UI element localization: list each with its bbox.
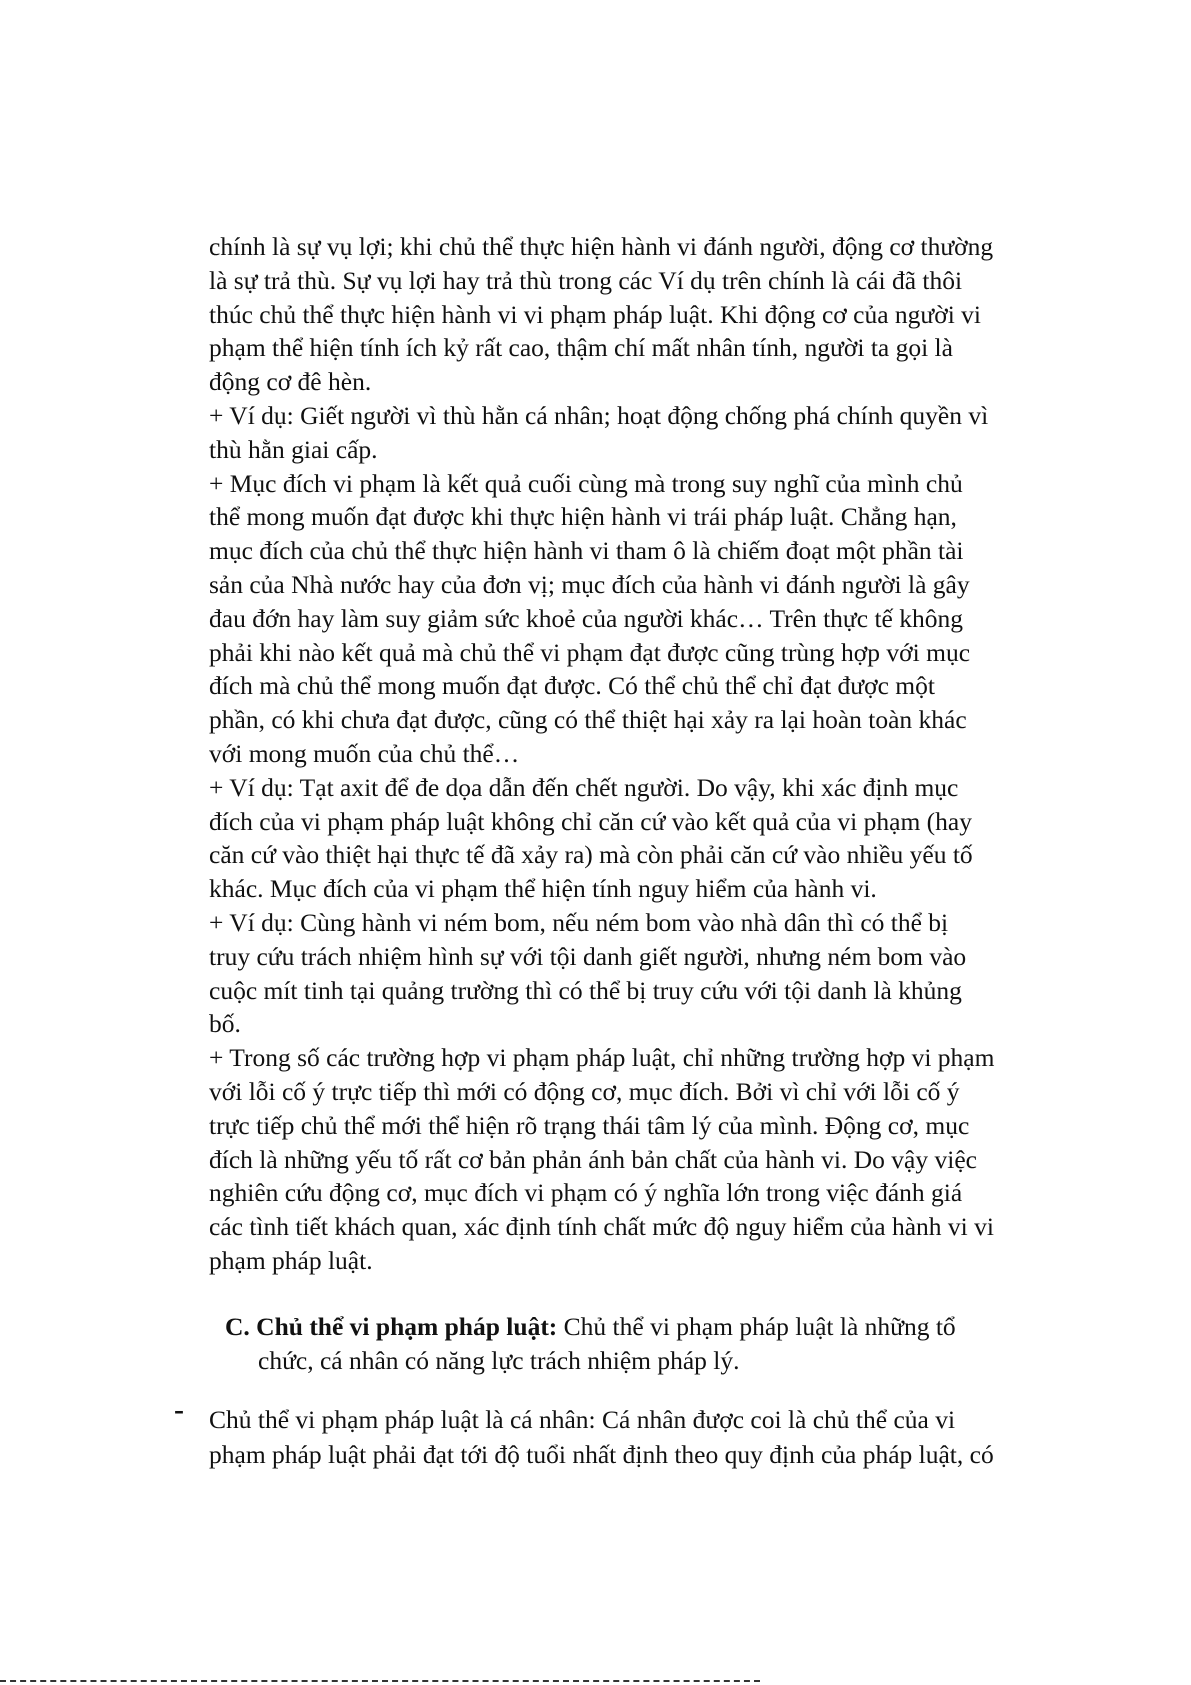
body-line: phần, có khi chưa đạt được, cũng có thể thiệt hại xảy ra lại hoàn toàn khác	[209, 705, 967, 735]
body-line: bố.	[209, 1009, 241, 1039]
body-line: khác. Mục đích của vi phạm thể hiện tính nguy hiểm của hành vi.	[209, 874, 877, 904]
dash-item	[209, 1402, 1079, 1472]
body-line: thúc chủ thể thực hiện hành vi vi phạm pháp luật. Khi động cơ của người vi	[209, 299, 981, 329]
body-line: truy cứu trách nhiệm hình sự với tội danh giết người, nhưng ném bom vào	[209, 941, 967, 971]
dash-bullet: -	[174, 1393, 184, 1426]
body-line: + Ví dụ: Tạt axit để đe dọa dẫn đến chết người. Do vậy, khi xác định mục	[209, 772, 959, 802]
body-text	[209, 230, 1059, 1278]
body-line: đích của vi phạm pháp luật không chỉ căn cứ vào kết quả của vi phạm (hay	[209, 806, 972, 836]
body-line: thể mong muốn đạt được khi thực hiện hành vi trái pháp luật. Chẳng hạn,	[209, 502, 957, 532]
body-line: + Ví dụ: Giết người vì thù hằn cá nhân; hoạt động chống phá chính quyền vì	[209, 400, 989, 430]
body-line: với mong muốn của chủ thể…	[209, 738, 520, 768]
body-line: + Ví dụ: Cùng hành vi ném bom, nếu ném bom vào nhà dân thì có thể bị	[209, 907, 949, 937]
body-line: mục đích của chủ thể thực hiện hành vi tham ô là chiếm đoạt một phần tài	[209, 536, 964, 566]
section-c-text: Chủ thể vi phạm pháp luật là những tổ	[557, 1312, 956, 1341]
body-line: căn cứ vào thiệt hại thực tế đã xảy ra) mà còn phải căn cứ vào nhiều yếu tố	[209, 840, 973, 870]
section-c-text-continued: chức, cá nhân có năng lực trách nhiệm pháp lý.	[258, 1346, 740, 1375]
body-line: + Mục đích vi phạm là kết quả cuối cùng mà trong suy nghĩ của mình chủ	[209, 468, 963, 498]
body-line: đích là những yếu tố rất cơ bản phản ánh bản chất của hành vi. Do vậy việc	[209, 1144, 977, 1174]
body-line: đau đớn hay làm suy giảm sức khoẻ của người khác… Trên thực tế không	[209, 603, 963, 633]
body-line: + Trong số các trường hợp vi phạm pháp luật, chỉ những trường hợp vi phạm	[209, 1043, 995, 1073]
body-line: động cơ đê hèn.	[209, 367, 372, 397]
dash-item-line: phạm pháp luật phải đạt tới độ tuổi nhất định theo quy định của pháp luật, có	[209, 1440, 994, 1469]
body-line: đích mà chủ thể mong muốn đạt được. Có thể chủ thể chỉ đạt được một	[209, 671, 935, 701]
body-line: phạm pháp luật.	[209, 1245, 373, 1275]
body-line: với lỗi cố ý trực tiếp thì mới có động cơ, mục đích. Bởi vì chỉ với lỗi cố ý	[209, 1076, 960, 1106]
body-line: sản của Nhà nước hay của đơn vị; mục đích của hành vi đánh người là gây	[209, 569, 970, 599]
body-line: cuộc mít tinh tại quảng trường thì có thể bị truy cứu với tội danh là khủng	[209, 975, 962, 1005]
body-line: trực tiếp chủ thể mới thể hiện rõ trạng thái tâm lý của mình. Động cơ, mục	[209, 1110, 970, 1140]
body-line: chính là sự vụ lợi; khi chủ thể thực hiện hành vi đánh người, động cơ thường	[209, 232, 994, 261]
section-c	[225, 1310, 1075, 1378]
body-line: nghiên cứu động cơ, mục đích vi phạm có ý nghĩa lớn trong việc đánh giá	[209, 1178, 963, 1208]
body-line: là sự trả thù. Sự vụ lợi hay trả thù trong các Ví dụ trên chính là cái đã thôi	[209, 265, 963, 295]
page-bottom-rule	[0, 1680, 760, 1682]
body-line: các tình tiết khách quan, xác định tính chất mức độ nguy hiểm của hành vi vi	[209, 1212, 994, 1242]
section-c-first-line	[225, 1310, 1075, 1344]
section-c-heading: C. Chủ thể vi phạm pháp luật:	[225, 1312, 558, 1341]
body-line: phải khi nào kết quả mà chủ thể vi phạm đạt được cũng trùng hợp với mục	[209, 637, 971, 667]
body-line: phạm thể hiện tính ích kỷ rất cao, thậm chí mất nhân tính, người ta gọi là	[209, 333, 953, 363]
body-line: thù hằn giai cấp.	[209, 434, 378, 464]
dash-item-line: Chủ thể vi phạm pháp luật là cá nhân: Cá nhân được coi là chủ thể của vi	[209, 1405, 956, 1434]
